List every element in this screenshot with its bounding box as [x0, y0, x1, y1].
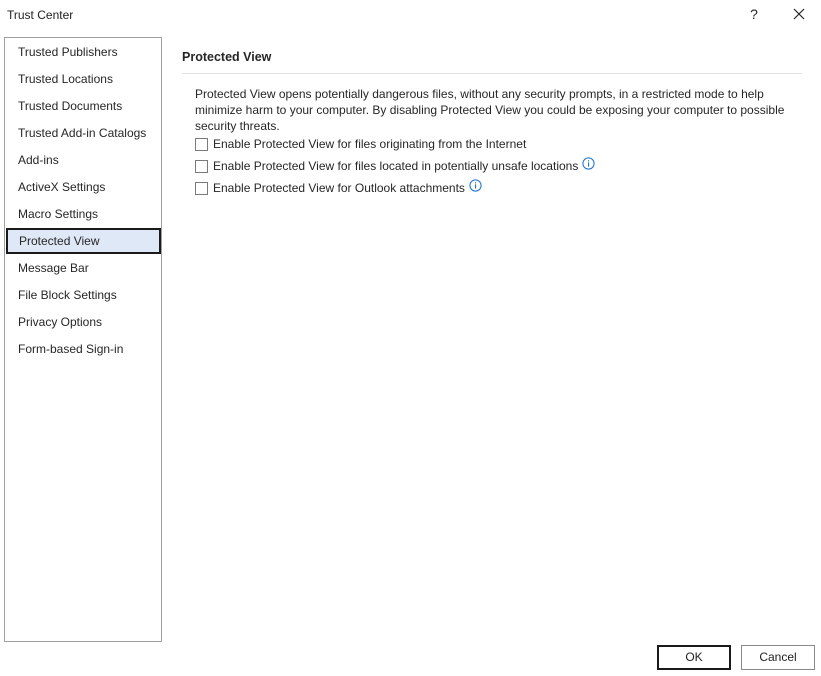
info-icon[interactable] — [469, 179, 482, 192]
cancel-button[interactable]: Cancel — [741, 645, 815, 670]
unsafe-locations-checkbox[interactable] — [195, 160, 208, 173]
title-bar — [0, 0, 821, 30]
internet-files-label[interactable]: Enable Protected View for files originating from the Internet — [213, 137, 527, 151]
close-button[interactable] — [788, 3, 810, 25]
section-divider — [182, 73, 802, 74]
nav-item-message-bar[interactable]: Message Bar — [18, 261, 89, 275]
info-icon[interactable] — [582, 157, 595, 170]
nav-item-trusted-publishers[interactable]: Trusted Publishers — [18, 45, 118, 59]
outlook-attachments-checkbox[interactable] — [195, 182, 208, 195]
category-nav — [4, 37, 162, 642]
nav-item-trusted-addin-catalogs[interactable]: Trusted Add-in Catalogs — [18, 126, 147, 140]
option-unsafe-locations[interactable] — [195, 157, 595, 175]
nav-item-form-based-sign-in[interactable]: Form-based Sign-in — [18, 342, 124, 356]
nav-item-trusted-locations[interactable]: Trusted Locations — [18, 72, 113, 86]
option-outlook-attachments[interactable] — [195, 179, 482, 197]
nav-item-trusted-documents[interactable]: Trusted Documents — [18, 99, 123, 113]
protected-view-panel — [182, 50, 802, 195]
help-button[interactable]: ? — [750, 6, 758, 22]
option-internet-files[interactable] — [195, 135, 526, 153]
ok-button[interactable]: OK — [657, 645, 731, 670]
section-title: Protected View — [182, 50, 272, 64]
nav-item-privacy-options[interactable]: Privacy Options — [18, 315, 103, 329]
unsafe-locations-label[interactable]: Enable Protected View for files located in potentially unsafe locations — [213, 159, 579, 173]
section-description: Protected View opens potentially dangerous files, without any security prompts, in a restricted mode to help minimize harm to your computer. By disabling Protected View you could be exposing your computer to possible security threats. — [195, 87, 785, 133]
nav-item-macro-settings[interactable]: Macro Settings — [18, 207, 99, 221]
nav-item-addins[interactable]: Add-ins — [18, 153, 59, 167]
outlook-attachments-label[interactable]: Enable Protected View for Outlook attachments — [213, 181, 465, 195]
nav-item-activex-settings[interactable]: ActiveX Settings — [18, 180, 106, 194]
nav-item-protected-view[interactable]: Protected View — [6, 228, 161, 254]
nav-item-file-block-settings[interactable]: File Block Settings — [18, 288, 117, 302]
window-title: Trust Center — [7, 8, 74, 22]
internet-files-checkbox[interactable] — [195, 138, 208, 151]
close-icon — [788, 3, 810, 25]
